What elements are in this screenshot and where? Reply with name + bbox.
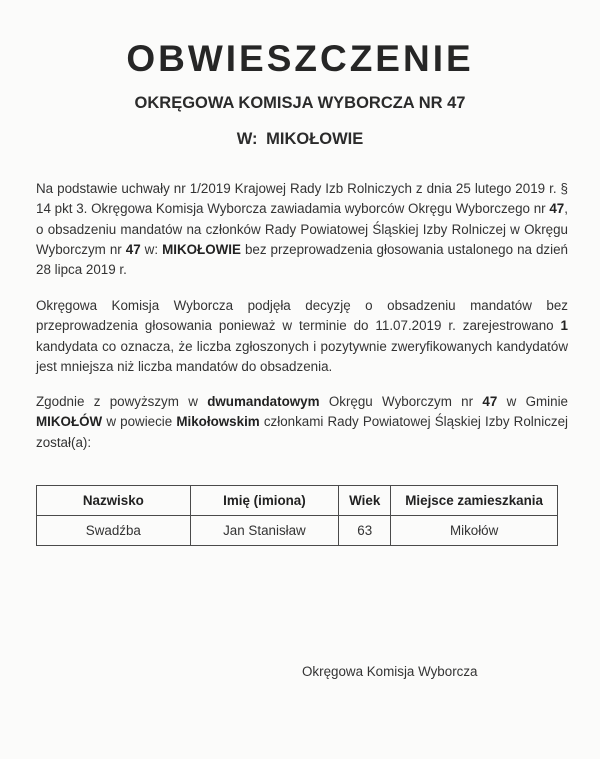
commission-name: OKRĘGOWA KOMISJA WYBORCZA NR 47 bbox=[134, 94, 466, 112]
mandate-type: dwumandatowym bbox=[207, 394, 320, 409]
candidate-count: 1 bbox=[560, 318, 568, 334]
paragraph-result bbox=[36, 392, 568, 453]
paragraph-text: , o obsadzeniu mandatów na członków Rady Powiatowej Śląskiej Izby Rolniczej w Okręgu Wyborczym nr bbox=[36, 201, 568, 257]
table-row bbox=[37, 516, 558, 546]
paragraph-text: w: bbox=[140, 241, 163, 257]
gmina-name: MIKOŁÓW bbox=[36, 414, 103, 430]
district-number: 47 bbox=[549, 201, 565, 217]
paragraph-text: Zgodnie z powyższym w bbox=[36, 394, 208, 409]
paragraph-text: bez przeprowadzenia głosowania ustalonego na dzień 28 lipca 2019 r. bbox=[36, 241, 568, 278]
cell-given-names: Jan Stanisław bbox=[190, 516, 338, 546]
cell-age: 63 bbox=[339, 516, 391, 546]
column-header-residence: Miejsce zamieszkania bbox=[391, 486, 558, 516]
location-heading bbox=[0, 130, 600, 149]
column-header-given-names: Imię (imiona) bbox=[190, 486, 338, 516]
signature: Okręgowa Komisja Wyborcza bbox=[302, 664, 478, 679]
location-prefix: W: bbox=[236, 130, 258, 148]
district-number: 47 bbox=[125, 241, 141, 257]
location-name: MIKOŁOWIE bbox=[266, 130, 364, 148]
column-header-age: Wiek bbox=[339, 486, 391, 516]
district-number: 47 bbox=[482, 394, 498, 409]
paragraph-text: Okręgowa Komisja Wyborcza podjęła decyzję o obsadzeniu mandatów bez przeprowadzenia głosowania ponieważ w terminie do 11.07.2019 r. zarejestrowano bbox=[36, 298, 568, 334]
paragraph-text: Okręgu Wyborczym nr bbox=[319, 394, 483, 409]
paragraph-text: Na podstawie uchwały nr 1/2019 Krajowej Rady Izb Rolniczych z dnia 25 lutego 2019 r. § 14 pkt 3. Okręgowa Komisja Wyborcza zawiadamia wyborców Okręgu Wyborczego nr bbox=[36, 181, 568, 217]
column-header-surname: Nazwisko bbox=[37, 486, 191, 516]
paragraph-text: w Gminie bbox=[497, 394, 568, 409]
paragraph-text: kandydata co oznacza, że liczba zgłoszonych i pozytywnie zweryfikowanych kandydatów jest mniejsza niż liczba mandatów do obsadzenia. bbox=[36, 338, 568, 374]
place-name: MIKOŁOWIE bbox=[162, 241, 241, 257]
paragraph-decision bbox=[36, 296, 568, 377]
paragraph-legal-basis bbox=[36, 179, 568, 280]
cell-surname: Swadźba bbox=[37, 516, 191, 546]
powiat-name: Mikołowskim bbox=[176, 414, 260, 430]
cell-residence: Mikołów bbox=[391, 516, 558, 546]
candidates-table bbox=[36, 485, 558, 546]
document-title: OBWIESZCZENIE bbox=[126, 38, 474, 79]
paragraph-text: w powiecie bbox=[102, 414, 177, 430]
paragraph-text: członkami Rady Powiatowej Śląskiej Izby Rolniczej został(a): bbox=[36, 414, 569, 450]
table-header-row bbox=[37, 486, 558, 516]
